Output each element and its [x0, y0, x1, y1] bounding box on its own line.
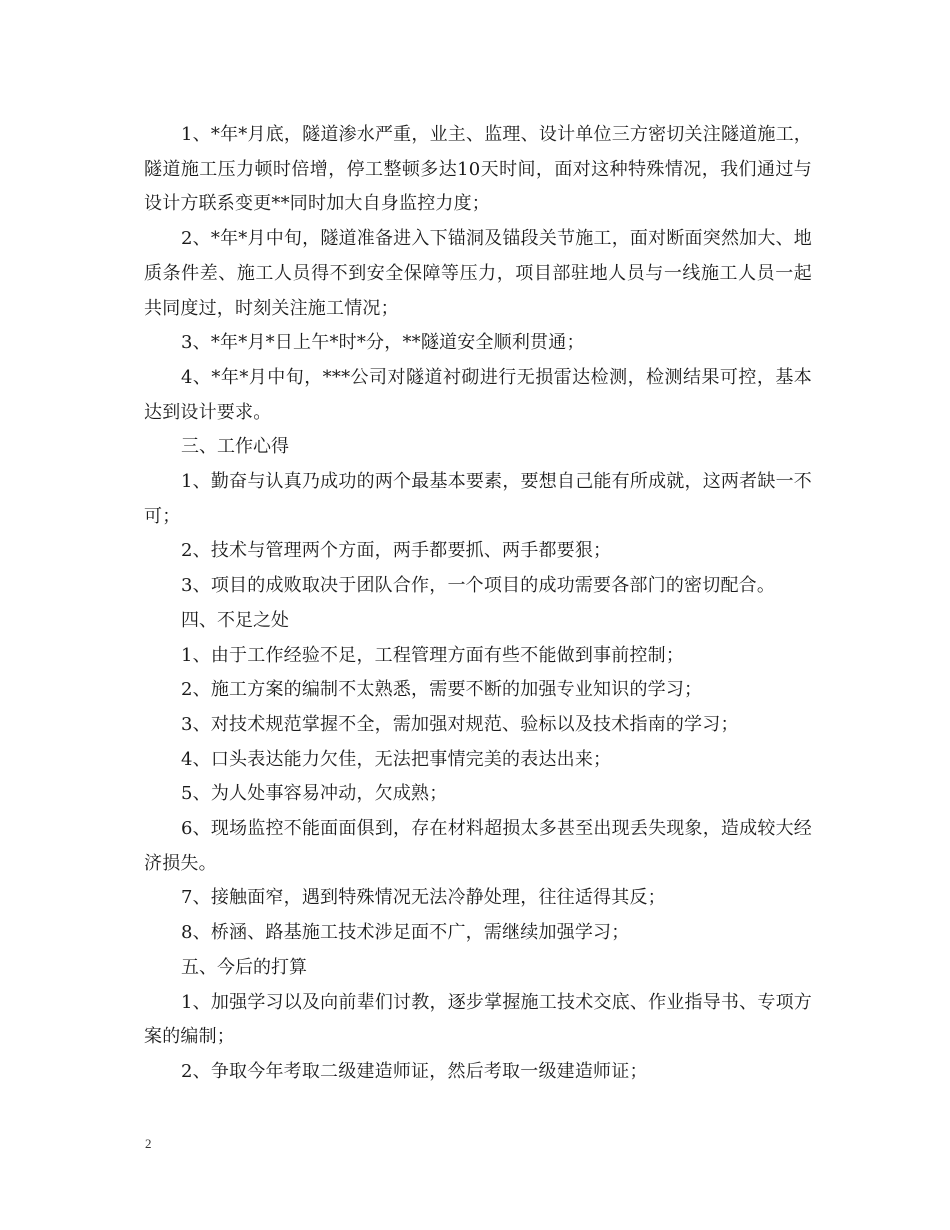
section-heading: 三、工作心得	[181, 436, 289, 458]
paragraph: 3、*年*月*日上午*时*分，**隧道安全顺利贯通；	[181, 332, 585, 354]
paragraph: 1、勤奋与认真乃成功的两个最基本要素，要想自己能有所成就，这两者缺一不可；	[144, 471, 812, 527]
paragraph: 4、*年*月中旬，***公司对隧道衬砌进行无损雷达检测，检测结果可控，基本达到设计要求。	[144, 366, 812, 423]
paragraph: 2、争取今年考取二级建造师证，然后考取一级建造师证；	[181, 1060, 648, 1082]
paragraph: 7、接触面窄，遇到特殊情况无法冷静处理，往往适得其反；	[181, 887, 666, 909]
paragraph: 2、*年*月中旬，隧道准备进入下锚洞及锚段关节施工，面对断面突然加大、地质条件差、施工人员得不到安全保障等压力，项目部驻地人员与一线施工人员一起共同度过，时刻关注施工情况；	[144, 228, 812, 319]
section-heading: 五、今后的打算	[181, 956, 307, 978]
paragraph: 6、现场监控不能面面俱到，存在材料超损太多甚至出现丢失现象，造成较大经济损失。	[144, 818, 812, 874]
section-heading: 四、不足之处	[181, 609, 289, 631]
paragraph: 1、*年*月底，隧道渗水严重，业主、监理、设计单位三方密切关注隧道施工，隧道施工压力顿时倍增，停工整顿多达10天时间，面对这种特殊情况，我们通过与设计方联系变更**同时加大自身监控力度；	[144, 124, 812, 215]
paragraph: 5、为人处事容易冲动，欠成熟；	[181, 783, 448, 805]
paragraph: 2、施工方案的编制不太熟悉，需要不断的加强专业知识的学习；	[181, 679, 703, 701]
paragraph: 3、项目的成败取决于团队合作，一个项目的成功需要各部门的密切配合。	[181, 575, 776, 597]
document-body	[144, 118, 812, 1090]
paragraph: 1、加强学习以及向前辈们讨教，逐步掌握施工技术交底、作业指导书、专项方案的编制；	[144, 991, 812, 1048]
page-number: 2	[145, 1136, 152, 1151]
paragraph: 3、对技术规范掌握不全，需加强对规范、验标以及技术指南的学习；	[181, 713, 739, 735]
paragraph: 2、技术与管理两个方面，两手都要抓、两手都要狠；	[181, 540, 612, 562]
paragraph: 8、桥涵、路基施工技术涉足面不广，需继续加强学习；	[181, 922, 630, 944]
paragraph: 4、口头表达能力欠佳，无法把事情完美的表达出来；	[181, 748, 612, 770]
paragraph: 1、由于工作经验不足，工程管理方面有些不能做到事前控制；	[181, 644, 685, 666]
